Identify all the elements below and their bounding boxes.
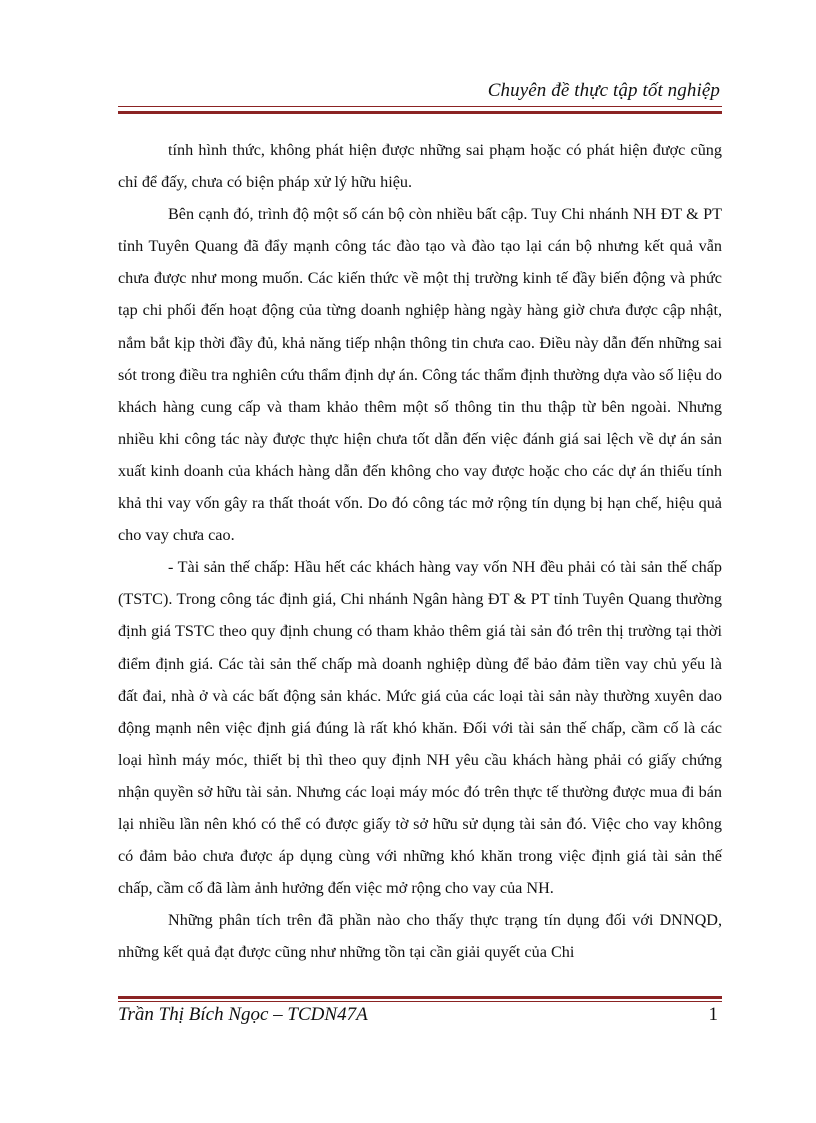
paragraph-analysis-summary: Những phân tích trên đã phần nào cho thấy thực trạng tín dụng đối với DNNQD, những kết quả đạt được cũng như những tồn tại cần giải quyết của Chi [118, 911, 722, 962]
paragraph-staff-qualification: Bên cạnh đó, trình độ một số cán bộ còn nhiều bất cập. Tuy Chi nhánh NH ĐT & PT tỉnh Tuyên Quang đã đẩy mạnh công tác đào tạo và đào tạo lại cán bộ nhưng kết quả vẫn chưa được như mong muốn. Các kiến thức về một thị trường kinh tế đầy biến động và phức tạp chi phối đến hoạt động của từng doanh nghiệp hàng ngày hàng giờ chưa được cập nhật, nắm bắt kịp thời đầy đủ, khả năng tiếp nhận thông tin chưa cao. Điều này dẫn đến những sai sót trong điều tra nghiên cứu thẩm định dự án. Công tác thẩm định thường dựa vào số liệu do khách hàng cung cấp và tham khảo thêm một số thông tin thu thập từ bên ngoài. Nhưng nhiều khi công tác này được thực hiện chưa tốt dẫn đến việc đánh giá sai lệch về dự án sản xuất kinh doanh của khách hàng dẫn đến không cho vay được hoặc cho các dự án thiếu tính khả thi vay vốn gây ra thất thoát vốn. Do đó công tác mở rộng tín dụng bị hạn chế, hiệu quả cho vay chưa cao. [118, 205, 722, 545]
paragraph-continuation: tính hình thức, không phát hiện được những sai phạm hoặc có phát hiện được cũng chỉ để đấy, chưa có biện pháp xử lý hữu hiệu. [118, 141, 722, 192]
header-rule-thick [118, 111, 722, 114]
running-header: Chuyên đề thực tập tốt nghiệp [487, 80, 720, 101]
footer-author: Trần Thị Bích Ngọc – TCDN47A [118, 1004, 368, 1025]
paragraph-collateral: - Tài sản thế chấp: Hầu hết các khách hàng vay vốn NH đều phải có tài sản thế chấp (TSTC). Trong công tác định giá, Chi nhánh Ngân hàng ĐT & PT tỉnh Tuyên Quang thường định giá TSTC theo quy định chung có tham khảo thêm giá tài sản đó trên thị trường tại thời điểm định giá. Các tài sản thế chấp mà doanh nghiệp dùng để bảo đảm tiền vay chủ yếu là đất đai, nhà ở và các bất động sản khác. Mức giá của các loại tài sản này thường xuyên dao động mạnh nên việc định giá đúng là rất khó khăn. Đối với tài sản thế chấp, cầm cố là các loại hình máy móc, thiết bị thì theo quy định NH yêu cầu khách hàng phải có giấy chứng nhận quyền sở hữu tài sản. Nhưng các loại máy móc đó trên thực tế thường được mua đi bán lại nhiều lần nên khó có thể có được giấy tờ sở hữu sử dụng tài sản đó. Việc cho vay không có đảm bảo chưa được áp dụng cùng với những khó khăn trong việc định giá tài sản thế chấp, cầm cố đã làm ảnh hưởng đến việc mở rộng cho vay của NH. [118, 558, 722, 898]
footer-rule-thin [118, 1001, 722, 1002]
body-text [118, 134, 722, 968]
page-number: 1 [708, 1004, 718, 1025]
footer-rule-thick [118, 996, 722, 999]
header-rule-thin [118, 106, 722, 107]
